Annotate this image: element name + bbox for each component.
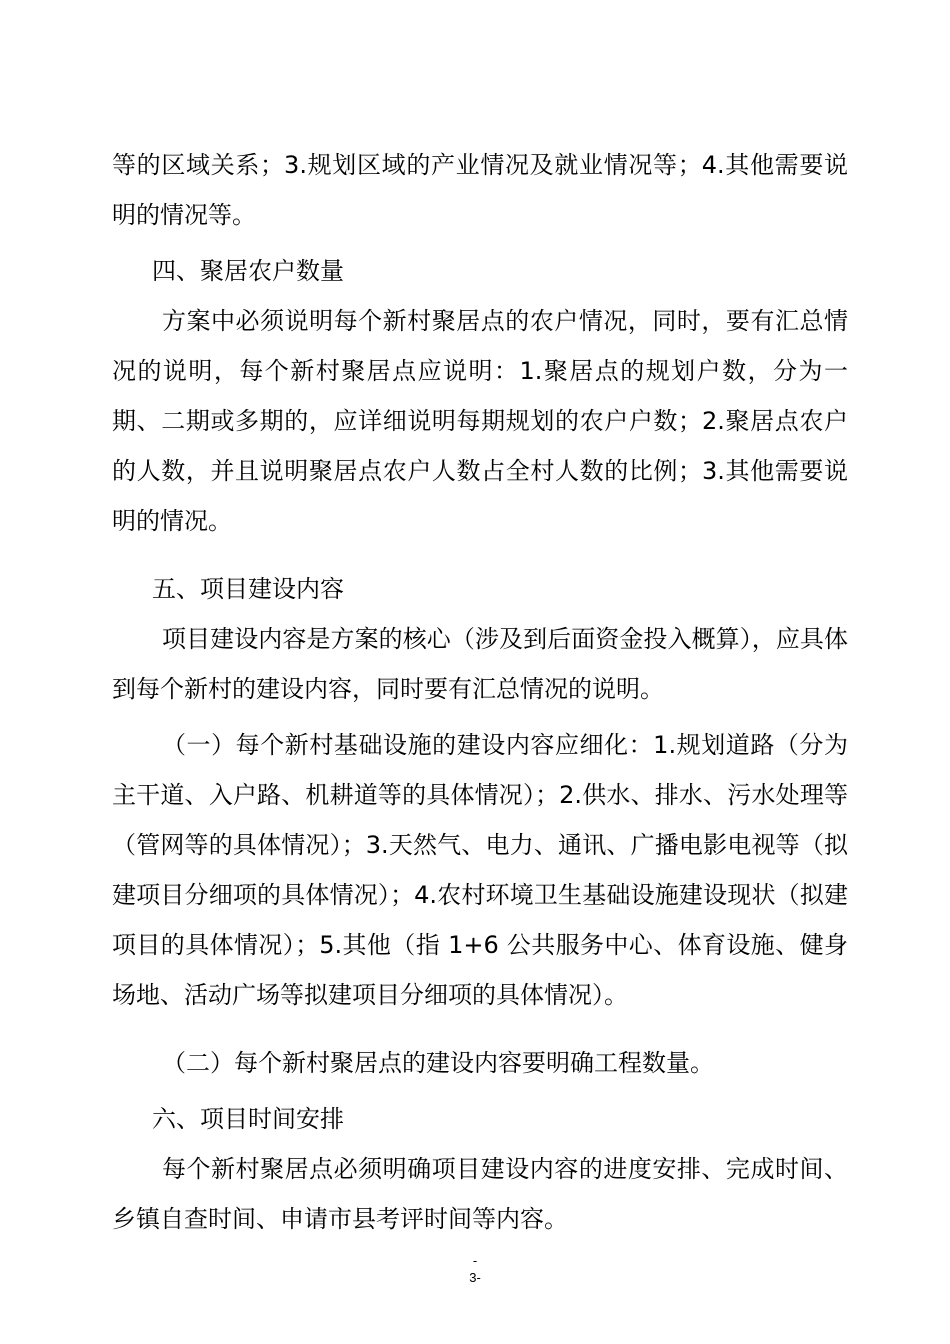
paragraph-continuation: 等的区域关系；3.规划区域的产业情况及就业情况等；4.其他需要说明的情况等。 — [112, 151, 848, 229]
section-heading-6: 六、项目时间安排 — [152, 1105, 344, 1133]
paragraph-section-5-2: （二）每个新村聚居点的建设内容要明确工程数量。 — [162, 1049, 714, 1077]
paragraph-section-6: 每个新村聚居点必须明确项目建设内容的进度安排、完成时间、乡镇自查时间、申请市县考评时间等内容。 — [112, 1155, 848, 1233]
footer-dash: - — [472, 1253, 478, 1268]
paragraph-section-5-1: （一）每个新村基础设施的建设内容应细化：1.规划道路（分为主干道、入户路、机耕道等的具体情况）；2.供水、排水、污水处理等（管网等的具体情况）；3.天然气、电力、通讯、广播电影电视等（拟建项目分细项的具体情况）；4.农村环境卫生基础设施建设现状（拟建项目的具体情况）；5.其他（指 1+6 公共服务中心、体育设施、健身场地、活动广场等拟建项目分细项的具体情况）。 — [112, 731, 848, 1009]
paragraph-section-5: 项目建设内容是方案的核心（涉及到后面资金投入概算），应具体到每个新村的建设内容，同时要有汇总情况的说明。 — [112, 625, 848, 703]
document-body — [112, 140, 848, 1244]
section-heading-4: 四、聚居农户数量 — [152, 257, 344, 285]
paragraph-section-4: 方案中必须说明每个新村聚居点的农户情况，同时，要有汇总情况的说明，每个新村聚居点应说明：1.聚居点的规划户数，分为一期、二期或多期的，应详细说明每期规划的农户户数；2.聚居点农户的人数，并且说明聚居点农户人数占全村人数的比例；3.其他需要说明的情况。 — [112, 307, 848, 535]
page-number: 3- — [469, 1270, 481, 1285]
section-heading-5: 五、项目建设内容 — [152, 575, 344, 603]
